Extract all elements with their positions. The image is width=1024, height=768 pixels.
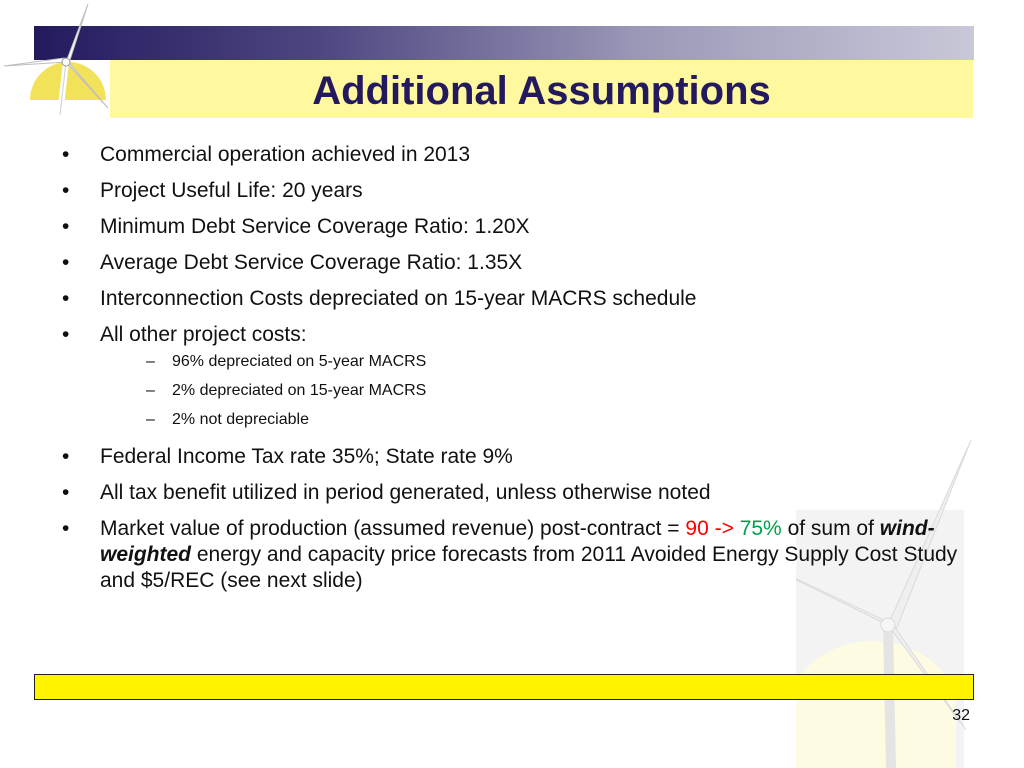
page-number: 32 [952, 707, 970, 724]
sub-list-item: – 2% not depreciable [58, 410, 968, 430]
list-item: • Minimum Debt Service Coverage Ratio: 1.20X [58, 214, 968, 240]
wind-turbine-logo-icon [0, 0, 120, 115]
list-item: • Interconnection Costs depreciated on 15-year MACRS schedule [58, 286, 968, 312]
list-item: • Commercial operation achieved in 2013 [58, 142, 968, 168]
market-text-part2: of sum of [787, 517, 874, 540]
list-item: • Project Useful Life: 20 years [58, 178, 968, 204]
emphasis-text: wind-weighted [100, 517, 935, 566]
market-value-item [58, 516, 968, 594]
list-item: • Federal Income Tax rate 35%; State rate 9% [58, 444, 968, 470]
green-value: 75% [739, 517, 782, 540]
assumptions-list [58, 142, 968, 604]
list-item: • Average Debt Service Coverage Ratio: 1.35X [58, 250, 968, 276]
footer-bar [34, 674, 974, 700]
sub-list-item: – 96% depreciated on 5-year MACRS [58, 352, 968, 372]
list-item: • All other project costs: [58, 322, 968, 348]
list-item: • All tax benefit utilized in period generated, unless otherwise noted [58, 480, 968, 506]
market-text-part1: Market value of production (assumed revenue) post-contract = [100, 517, 680, 540]
page-title: Additional Assumptions [312, 69, 771, 113]
sub-list-item: – 2% depreciated on 15-year MACRS [58, 381, 968, 401]
market-text-part3: energy and capacity price forecasts from 2011 Avoided Energy Supply Cost Study and $5/REC (see next slide) [100, 543, 958, 592]
header-gradient-bar [34, 26, 974, 60]
red-value: 90 -> [685, 517, 734, 540]
